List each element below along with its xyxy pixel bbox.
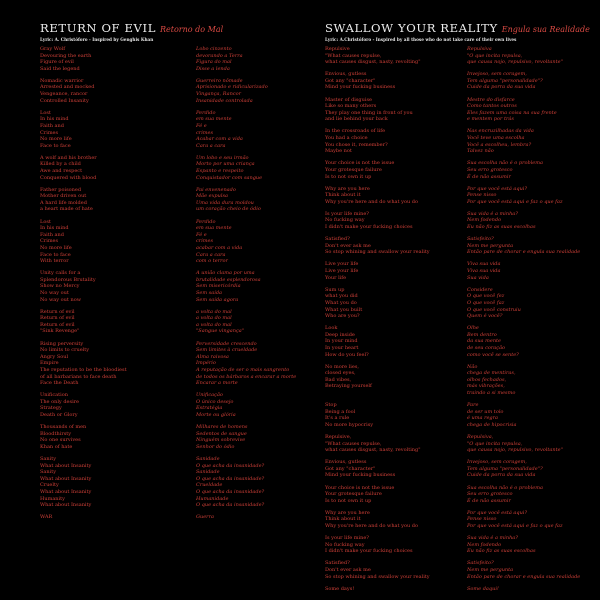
lyric-english: Look Deep inside In your mind In your heart How do you feel? [325,325,369,358]
lyric-stanza [40,424,308,450]
lyric-stanza [325,325,593,358]
song-title: RETURN OF EVIL Retorno do Mal [40,21,224,35]
lyric-english: Thousands of men Bloodthirsty No one survives Khan of hate [40,424,87,450]
lyric-portuguese: Viva sua vida Viva sua vida Sua vida [467,261,501,281]
lyric-stanza [325,236,593,256]
lyric-portuguese: Perversidade crescendo Sem limites à crueldade Alma raivosa Império A reputação de ser o mais sangrento de todos os bárbaros a encarar a morte Encarar a morte [196,340,297,387]
lyric-english: Stop Being a fool It's a rule No more hypocrisy [325,402,374,428]
lyrics-body [40,46,308,521]
lyric-stanza [40,341,308,387]
lyric-portuguese: Unificação O único desejo Estratégia Morte ou glória [196,392,236,418]
lyric-portuguese: Guerreiro nômade Aprisionado e ridicularizado Vingança, Rancor Insanidade controlada [196,77,268,104]
song-subtitle: Engula sua Realidade [501,25,590,34]
lyric-stanza [325,186,593,206]
lyric-english: Unification The only desire Strategy Death or Glory [40,392,80,418]
lyric-stanza [325,46,593,66]
lyric-portuguese: Sanidade O que acha da insanidade? Sanidade O que acha da insanidade? Crueldade O que acha da insanidade? Humanidade O que acha da insanidade? [196,455,265,509]
lyric-english: Is your life mine? No fucking way I didn't make your fucking choices [325,535,413,555]
lyric-stanza [325,560,593,580]
lyric-english: Satisfied? Don't ever ask me So stop whining and swallow your reality [325,236,430,256]
lyric-english: Why are you here Think about it Why you're here and do what you do [325,509,418,530]
lyric-stanza [325,261,593,281]
lyric-english: Sanity What about Insanity Sanity What about Insanity Cruelty What about Insanity Humanity What about Insanity [40,455,92,509]
lyric-stanza [40,309,308,335]
lyric-english: Your choice is not the issue Your grotesque failure Is to not own it up [325,160,395,180]
lyric-portuguese: Pai envenenado Mãe expulsa Uma vida dura moldou um coração cheio de ódio [196,186,261,213]
lyric-stanza [325,510,593,530]
lyric-stanza [40,219,308,265]
song-subtitle: Retorno do Mal [160,25,224,34]
lyric-stanza [325,128,593,154]
lyric-portuguese: Repulsiva, "O que incita repulsa, que causa nojo, repulsivo, revoltante" [467,434,563,454]
lyric-stanza [40,155,308,181]
lyric-portuguese: Satisfeito? Nem me pergunta Então pare de chorar e engula sua realidade [467,560,581,580]
lyric-portuguese: Satisfeito? Nem me pergunta Então pare de chorar e engula sua realidade [467,236,581,256]
lyric-english: Live your life Live your life Your life [325,261,359,281]
lyric-english: In the crossroads of life You had a choice You chose it, remember? Maybe not [325,128,388,155]
lyric-english: Unity calls for a Splendorous Brutality Show no Mercy No way out No way out now [40,270,96,303]
lyric-portuguese: Nas encruzilhadas da vida Você teve uma escolha Você a escolheu, lembra? Talvez não [467,128,534,155]
lyric-english: Satisfied? Don't ever ask me So stop whining and swallow your reality [325,560,430,580]
lyric-portuguese: Milhares de homens Sedentos de sangue Ninguém sobrevive Senhor do ódio [196,424,248,450]
lyric-stanza [325,287,593,320]
lyric-stanza [325,211,593,231]
song-title: SWALLOW YOUR REALITY Engula sua Realidade [325,21,590,35]
lyric-stanza [325,485,593,505]
lyric-portuguese: Invejoso, sem coragem, Tem alguma "personalidade"? Cuide da porra da sua vida [467,459,543,479]
lyric-english: Why are you here Think about it Why you're here and do what you do [325,185,418,205]
lyrics-body [325,46,593,592]
lyric-english: Some days! [325,585,355,592]
song-credit: Lyric: A. Christóforo - Inspired by Genghis Khan [40,37,154,42]
lyric-stanza [325,586,593,593]
lyric-english: Lost In his mind Faith and Crimes No more life Face to face With terror [40,218,72,265]
lyric-stanza [40,110,308,150]
lyric-portuguese: Sua vida é a minha? Nem fodendo Eu não fiz as suas escolhas [467,210,536,231]
lyric-portuguese: Guerra [196,514,214,521]
lyric-stanza [325,434,593,454]
lyric-stanza [325,402,593,428]
lyric-portuguese: Perdido em sua mente Fé e crimes Acabar com a vida Cara a cara [196,109,243,149]
lyric-portuguese: Invejoso, sem coragem, Tem alguma "personalidade"? Cuide da porra da sua vida [467,71,543,91]
lyric-english: Return of evil Return of evil Return of evil "Sink Revenge" [40,308,80,335]
lyric-portuguese: Some daqui! [467,585,499,592]
lyric-english: Envious, gutless Got any "character" Mind your fucking business [325,71,396,91]
lyric-stanza [40,46,308,72]
lyric-stanza [325,364,593,397]
lyric-stanza [40,78,308,104]
lyric-stanza [325,71,593,91]
lyric-stanza [325,535,593,555]
lyric-portuguese: Perdido em sua mente Fé e crimes acabar com a vida Cara a cara com o terror [196,218,243,265]
lyric-stanza [40,514,308,521]
lyric-portuguese: A união clama por uma brutalidade esplendorosa Sem misericórdia Sem saída Sem saída agora [196,270,261,303]
lyric-portuguese: Lobo cinzento devorando a Terra Figura do mal Disse a lenda [196,46,243,72]
lyric-english: Master of disguise Like so many others They play one thing in front of you and lie behind your back [325,96,413,123]
lyric-english: A wolf and his brother Killed by a child Awe and respect Conquered with blood [40,154,97,181]
lyric-portuguese: Sua escolha não é o problema Seu erro grotesco É de não assumir [467,484,543,504]
song-swallow-your-reality [325,22,593,598]
lyric-stanza [40,270,308,303]
lyric-stanza [325,160,593,180]
lyric-portuguese: Não chega de mentiras, olhos fechados, más vibrações, traindo a si mesmo [467,363,516,397]
lyric-portuguese: Mestre do disfarce Como tantos outros Eles fazem uma coisa na sua frente e mentem por trás [467,96,557,123]
lyric-english: Repulsive, "What causes repulse, what causes disgust, nasty, revolting" [325,434,421,454]
lyric-stanza [325,97,593,123]
song-return-of-evil [40,22,308,526]
lyric-portuguese: a volta do mal a volta do mal a volta do mal "Sangue vingança" [196,308,245,335]
lyric-stanza [40,187,308,213]
lyric-portuguese: Sua vida é a minha? Nem fodendo Eu não fiz as suas escolhas [467,535,536,555]
lyric-english: No more lies, closed eyes, Bad vibes, Betraying yourself [325,363,372,390]
song-credit: Lyric: A.Christóforo - Inspired by all those who do not take care of their own lives [325,37,517,42]
lyric-english: WAR [40,514,53,521]
lyric-english: Your choice is not the issue Your grotesque failure Is to not own it up [325,484,395,504]
lyric-portuguese: Olhe Bem dentro da sua mente de seu coração como você se sente? [467,325,519,358]
lyric-english: Sum up what you did What you do What you built Who are you? [325,286,363,320]
lyric-portuguese: Considere O que você fez O que você faz O que você construiu Quem é você? [467,286,521,320]
lyric-english: Rising perversity No limits to cruelty Angry Soul Empire The reputation to be the bloodiest of all barbarians to face death Face the Death [40,340,127,387]
lyric-portuguese: Por que você está aqui? Pense nisso Por que você está aqui e faz o que faz [467,185,563,205]
lyric-english: Father poisoned Mother driven out A hard life molded a heart made of hate [40,186,93,213]
lyric-english: Gray Wolf Devouring the earth Figure of evil Said the legend [40,46,92,72]
lyric-stanza [325,459,593,479]
lyric-stanza [40,392,308,418]
lyric-stanza [40,456,308,509]
lyric-english: Envious, gutless Got any "character" Mind your fucking business [325,459,396,479]
lyric-portuguese: Repulsiva "O que incita repulsa, que causa nojo, repulsivo, revoltante" [467,46,563,66]
lyric-english: Is your life mine? No fucking way I didn't make your fucking choices [325,210,413,231]
lyric-english: Nomadic warrior Arrested and mocked Vengeance, rancor Controlled Insanity [40,77,95,104]
lyric-english: Lost In his mind Faith and Crimes No more life Face to face [40,109,72,149]
lyric-english: Repulsive "What causes repulse, what causes disgust, nasty, revolting" [325,46,421,66]
lyric-portuguese: Pare de ser um tolo é uma regra chega de hipocrisia [467,402,517,428]
lyric-portuguese: Por que você está aqui? Pense nisso Por que você está aqui e faz o que faz [467,509,563,530]
lyric-portuguese: Sua escolha não é o problema Seu erro grotesco É de não assumir [467,160,543,180]
lyric-portuguese: Um lobo e seu irmão Morto por uma criança Espanto e respeito Conquistador com sangue [196,154,263,181]
